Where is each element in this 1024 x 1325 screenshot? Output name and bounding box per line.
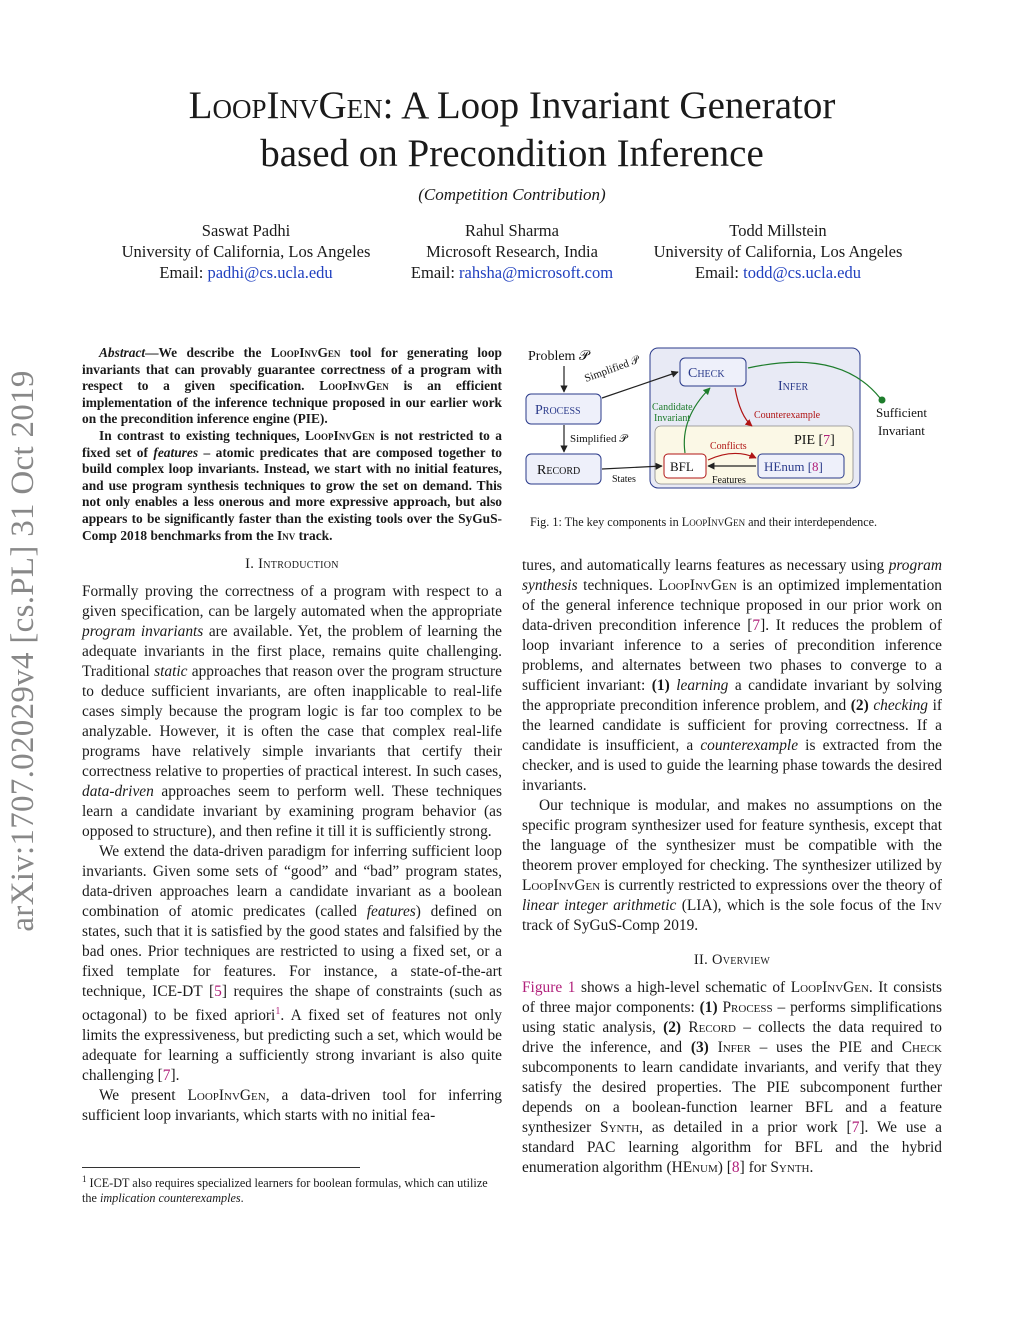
author-affiliation: Microsoft Research, India [426,242,598,261]
tool-name: LoopInvGen [305,427,375,443]
email-label: Email: [695,263,744,282]
abstract-text: tool for generating loop invariants that can provably guarantee correctness of a program with respect to a given specification. [82,345,502,394]
abstract-label: Abstract [99,345,146,360]
email-label: Email: [410,263,460,282]
label-features: Features [712,475,746,486]
label-simplified-left: Simplified 𝒫 [570,433,628,445]
footnote: $^1$ ICE-DT also requires specialized learners for boolean formulas, which can utilize the implication counterexamples. [82,1174,488,1206]
abstract-text: —We describe the [145,345,271,360]
abstract-text: is not restricted to a fixed set of [82,427,502,460]
label-sufficient-invariant: Invariant [878,423,925,438]
author-name: Rahul Sharma [465,221,559,240]
abstract-text: track. [295,527,333,543]
label-process: Process [535,403,581,418]
body-paragraph: Our technique is modular, and makes no assumptions on the specific program synthesizer used for feature synthesis, except that the language of the synthesizer must be compatible with the theorem prover employed for checking. The synthesizer utilized by LoopInvGen is currently restricted to expressions over the theory of linear integer arithmetic (LIA), which is the sole focus of the Inv track of SyGuS-Comp 2019. [522,797,942,934]
abstract-emphasis: features [153,444,199,460]
footnote-mark-link[interactable]: 1 [275,1006,281,1018]
label-candidate: Candidate [652,402,693,413]
intro-paragraph: We present LoopInvGen, a data-driven tool for inferring sufficient loop invariants, which starts with no initial fea- [82,1087,502,1125]
paper-subtitle: (Competition Contribution) [418,185,606,204]
figure-link[interactable]: Figure 1 [522,979,576,996]
figure-1-diagram [520,338,950,498]
author-email-link[interactable]: todd@cs.ucla.edu [743,263,861,282]
citation-link[interactable]: 7 [752,617,761,634]
abstract-text: is an efficient implementation of the inference technique proposed in our earlier work on the precondition inference engine (PIE). [82,378,502,427]
label-simplified-top: Simplified 𝒫 [582,354,641,385]
label-invariant: Invariant [654,413,691,424]
label-bfl: BFL [670,459,694,474]
right-column [522,556,942,1178]
label-sufficient: Sufficient [876,405,928,420]
left-column [82,345,502,1126]
title-line1-rest: : A Loop Invariant Generator [382,84,836,127]
label-states: States [612,474,636,485]
body-paragraph: tures, and automatically learns features as necessary using program synthesis techniques. LoopInvGen is an optimized implementation of the general inference technique proposed in our prior work on data-driven precondition inference [7]. It reduces the problem of loop invariant inference to a series of precondition inference problems, and alternates between two phases to converge to a sufficient invariant: (1) learning a candidate invariant by solving the appropriate precondition inference problem, and (2) checking if the learned candidate is sufficient for proving correctness. If a candidate is insufficient, a counterexample is extracted from the checker, and is used to guide the learning phase towards the desired invariants. [522,557,943,794]
author-block [628,220,928,283]
author-affiliation: University of California, Los Angeles [653,242,903,261]
section-heading-overview: II. Overview [693,952,771,968]
citation-link[interactable]: 7 [162,1067,171,1085]
citation-link[interactable]: 8 [731,1159,740,1176]
label-record: Record [537,463,581,478]
author-block [382,220,642,283]
tool-name: LoopInvGen [319,378,389,394]
author-email-link[interactable]: padhi@cs.ucla.edu [207,263,333,282]
footnote-rule [82,1167,360,1168]
track-name: Inv [277,527,296,543]
author-block [96,220,396,283]
abstract-text: – atomic predicates that are composed together to build complex loop invariants. Instead, we start with no initial features, and use program synthesis techniques to grow the set on demand. This not only enables a less onerous and more expressive approach, but also appears to be significantly faster than the existing tools over the SyGuS-Comp 2018 benchmarks from the [82,444,502,543]
label-infer: Infer [778,379,809,394]
intro-paragraph: Formally proving the correctness of a program with respect to a given specification, can be largely automated when the appropriate program invariants are available. Yet, the problem of learning the adequate invariants in the first place, remains quite challenging. Traditional static approaches that reason over the program structure to deduce sufficient invariants, are often inapplicable to real-life cases simply because the program logic is far too complex to be analyzable. However, it is often the case that complex real-life programs have relatively simple invariants that certify their correctness relative to properties of practical interest. In such cases, data-driven approaches seem to perform well. These techniques learn a candidate invariant by examining program behavior (as opposed to structure), and then refine it till it is sufficiently strong. [82,583,502,841]
title-line2: based on Precondition Inference [260,132,764,175]
author-email-link[interactable]: rahsha@microsoft.com [459,263,614,282]
abstract-text: In contrast to existing techniques, [99,427,306,443]
citation-link[interactable]: 5 [214,983,222,1001]
citation-link[interactable]: 7 [851,1119,860,1136]
sufficient-invariant-node [879,397,886,404]
label-conflicts: Conflicts [710,441,747,452]
figure-caption: Fig. 1: The key components in LoopInvGen and their interdependence. [530,515,878,529]
tool-name: LoopInvGen [270,345,341,360]
intro-paragraph: We extend the data-driven paradigm for inferring sufficient loop invariants. Given some sets of “good” and “bad” program states, data-driven approaches learn a candidate invariant as a boolean combination of atomic predicates (called features) defined on states, such that it is satisfied by the good states and falsified by the bad ones. Prior techniques are restricted to using a fixed set, or a fixed template for features. For instance, a state-of-the-art technique, ICE-DT [5] requires the shape of constraints (such as octagonal) to be fixed apriori$^1$. A fixed set of features not only limits the expressiveness, but predicting such a set, which would be adequate for learning a sufficiently strong invariant is also quite challenging [7]. [82,843,502,1085]
author-affiliation: University of California, Los Angeles [121,242,371,261]
label-pie: PIE [7] [794,433,835,448]
body-paragraph: Figure 1 shows a high-level schematic of LoopInvGen. It consists of three major components: (1) Process – performs simplifications using static analysis, (2) Record – collects the data required to drive the inference, and (3) Infer – uses the PIE and Check subcomponents to learn candidate invariants, and verify that they satisfy the desired properties. The PIE subcomponent further depends on a boolean-function learner BFL and a feature synthesizer Synth, as detailed in a prior work [7]. We use a standard PAC learning algorithm for BFL and the hybrid enumeration algorithm (HEnum) [8] for Synth. [522,979,942,1176]
label-henum: HEnum [8] [764,459,823,474]
author-name: Todd Millstein [729,221,827,240]
section-heading-introduction: I. Introduction [245,556,339,573]
paper-title [0,82,1024,178]
abstract [82,345,502,544]
title-tool-name: LoopInvGen [188,84,383,127]
label-counterexample: Counterexample [754,410,821,421]
author-name: Saswat Padhi [201,221,291,240]
email-label: Email: [159,263,208,282]
label-problem: Problem 𝒫 [528,349,590,364]
arxiv-stamp: arXiv:1707.02029v4 [cs.PL] 31 Oct 2019 [5,370,41,932]
label-check: Check [688,366,725,381]
